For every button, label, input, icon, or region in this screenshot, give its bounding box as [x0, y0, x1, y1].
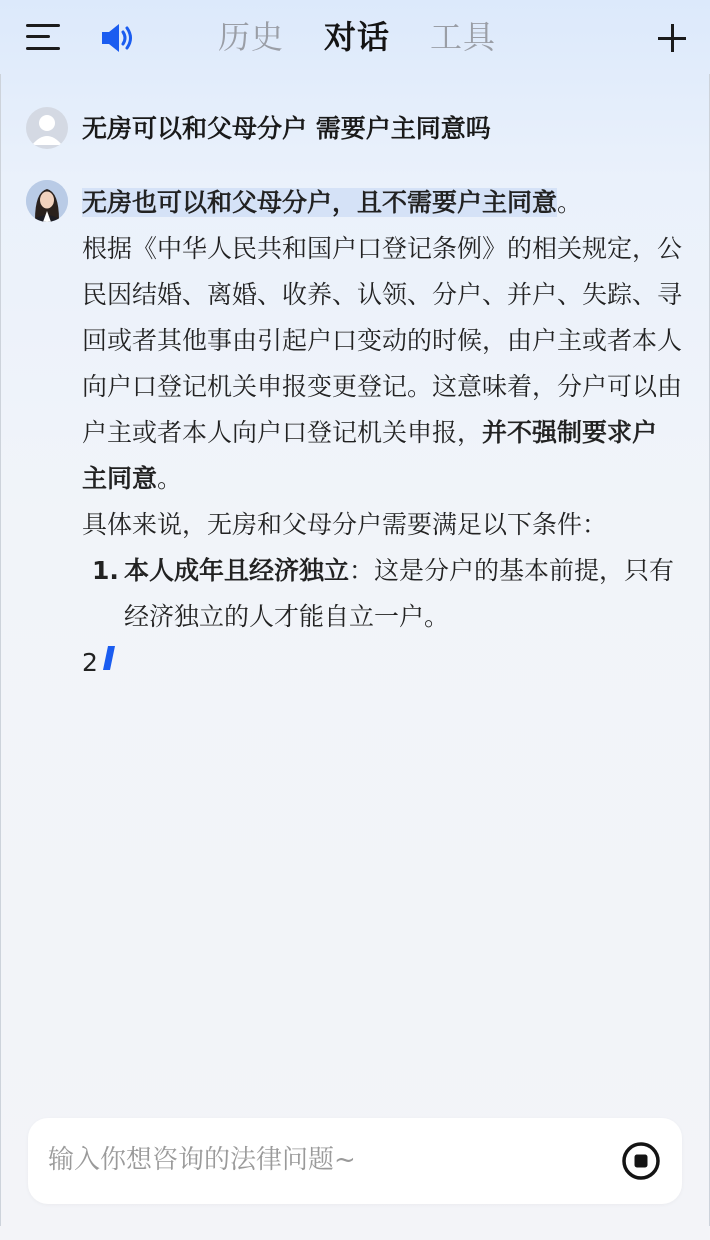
- top-bar: [0, 0, 710, 74]
- assistant-answer: [82, 180, 682, 687]
- answer-summary: 无房也可以和父母分户，且不需要户主同意。: [82, 188, 583, 217]
- tab-chat[interactable]: 对话: [324, 18, 391, 56]
- list-item: [82, 548, 682, 640]
- assistant-avatar: [26, 180, 68, 222]
- frame-border-left: [0, 74, 1, 1226]
- answer-highlight: 无房也可以和父母分户，且不需要户主同意: [82, 188, 558, 217]
- tab-tools[interactable]: 工具: [430, 18, 497, 56]
- user-avatar: [26, 107, 68, 149]
- answer-paragraph-1: 根据《中华人民共和国户口登记条例》的相关规定，公民因结婚、离婚、收养、认领、分户、并户、失踪、寻回或者其他事由引起户口变动的时候，由户主或者本人向户口登记机关申报变更登记。这意味着，分户可以由户主或者本人向户口登记机关申报，并不强制要求户主同意。: [82, 234, 683, 493]
- plus-icon[interactable]: [656, 22, 688, 54]
- answer-paragraph-2: 具体来说，无房和父母分户需要满足以下条件：: [82, 510, 608, 539]
- typing-cursor-icon: [102, 641, 116, 687]
- tab-history[interactable]: 历史: [218, 18, 285, 56]
- list-item-title: 本人成年且经济独立: [124, 556, 350, 585]
- menu-icon[interactable]: [26, 22, 62, 54]
- list-item-text: ：这是分户的基本前提，只有经济独立的人才能自立一户。: [124, 556, 675, 631]
- typing-line: [82, 640, 682, 687]
- answer-bold-phrase: 并不强制要求户主同意: [82, 418, 658, 493]
- input-placeholder: 输入你想咨询的法律问题~: [48, 1145, 356, 1175]
- list-number: 1.: [92, 556, 119, 585]
- typing-text: 2: [82, 648, 98, 677]
- user-question: 无房可以和父母分户 需要户主同意吗: [82, 114, 491, 143]
- condition-list: [82, 548, 682, 640]
- question-input[interactable]: [28, 1118, 682, 1204]
- speaker-icon[interactable]: [100, 20, 138, 56]
- stop-icon[interactable]: [620, 1140, 662, 1182]
